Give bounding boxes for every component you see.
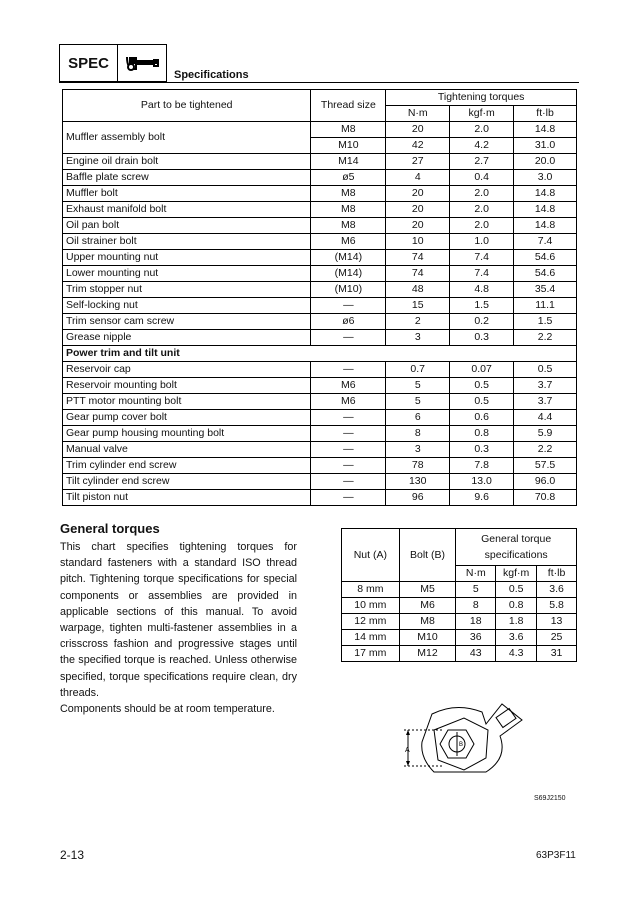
torque-ftlb: 14.8 [514,202,577,218]
torque-ftlb: 4.4 [514,410,577,426]
torque-ftlb: 2.2 [514,330,577,346]
part-name: Exhaust manifold bolt [63,202,311,218]
table-row [63,410,577,426]
table-row [63,170,577,186]
part-name: Trim stopper nut [63,282,311,298]
torque-nm: 5 [456,582,496,598]
torque-ftlb: 14.8 [514,218,577,234]
torque-ftlb: 3.7 [514,394,577,410]
document-code: 63P3F11 [536,850,576,861]
torque-kgfm: 3.6 [496,630,537,646]
torque-nm: 74 [386,266,450,282]
part-name: Gear pump cover bolt [63,410,311,426]
table-row [63,250,577,266]
torque-nm: 0.7 [386,362,450,378]
torque-ftlb: 25 [537,630,577,646]
torque-ftlb: 3.7 [514,378,577,394]
part-name: Engine oil drain bolt [63,154,311,170]
torque-ftlb: 3.6 [537,582,577,598]
unit-nm: N·m [456,566,496,582]
header-rule [59,82,579,83]
group-row [63,346,577,362]
thread-size: M14 [311,154,386,170]
thread-size: M10 [311,138,386,154]
thread-size: — [311,426,386,442]
table-row [63,234,577,250]
torque-nm: 42 [386,138,450,154]
bolt-size: M8 [399,614,456,630]
thread-size: M8 [311,186,386,202]
thread-size: — [311,490,386,506]
part-name: Reservoir mounting bolt [63,378,311,394]
torque-kgfm: 2.7 [450,154,514,170]
torque-kgfm: 4.2 [450,138,514,154]
thread-size: M6 [311,394,386,410]
part-name: Tilt piston nut [63,490,311,506]
torque-kgfm: 0.2 [450,314,514,330]
nut-size: 8 mm [342,582,400,598]
torque-nm: 3 [386,442,450,458]
page-number: 2-13 [60,848,85,862]
torque-ftlb: 57.5 [514,458,577,474]
torque-ftlb: 1.5 [514,314,577,330]
thread-size: (M14) [311,250,386,266]
part-name: PTT motor mounting bolt [63,394,311,410]
unit-ftlb: ft·lb [514,106,577,122]
table-row [63,362,577,378]
torque-ftlb: 13 [537,614,577,630]
torque-nm: 8 [456,598,496,614]
thread-size: — [311,410,386,426]
torque-kgfm: 0.5 [450,378,514,394]
torque-ftlb: 3.0 [514,170,577,186]
general-torques-title: General torques [60,521,160,536]
general-torques-note: Components should be at room temperature. [60,703,275,716]
torque-nm: 5 [386,378,450,394]
torque-kgfm: 7.8 [450,458,514,474]
general-torques-text [60,539,297,717]
figure-code: S69J2150 [534,795,566,802]
unit-kgfm: kgf·m [450,106,514,122]
torque-kgfm: 2.0 [450,218,514,234]
torque-ftlb: 11.1 [514,298,577,314]
torque-nm: 20 [386,122,450,138]
torque-kgfm: 1.0 [450,234,514,250]
torque-nm: 36 [456,630,496,646]
torque-ftlb: 70.8 [514,490,577,506]
torque-ftlb: 2.2 [514,442,577,458]
thread-size: M8 [311,218,386,234]
torque-ftlb: 54.6 [514,266,577,282]
torque-wrench-icon [124,54,162,74]
torque-ftlb: 14.8 [514,122,577,138]
unit-kgfm: kgf·m [496,566,537,582]
wrench-outline [422,704,522,772]
section-title: Specifications [174,69,249,81]
torque-kgfm: 7.4 [450,250,514,266]
wrench-slot [496,708,516,727]
table-row [63,218,577,234]
table-row [342,582,577,598]
bolt-size: M10 [399,630,456,646]
thread-size: ø5 [311,170,386,186]
thread-size: — [311,474,386,490]
torque-ftlb: 5.9 [514,426,577,442]
thread-size: (M10) [311,282,386,298]
thread-size: M6 [311,234,386,250]
torque-kgfm: 0.3 [450,330,514,346]
torque-nm: 20 [386,186,450,202]
bolt-size: M6 [399,598,456,614]
torque-kgfm: 2.0 [450,202,514,218]
nut-size: 14 mm [342,630,400,646]
thread-size: — [311,362,386,378]
table-row [63,314,577,330]
torque-nm: 130 [386,474,450,490]
col-bolt-header: Bolt (B) [399,529,456,582]
torque-nm: 6 [386,410,450,426]
part-name: Muffler bolt [63,186,311,202]
part-name: Trim cylinder end screw [63,458,311,474]
wrench-box [117,44,167,82]
bolt-size: M12 [399,646,456,662]
general-torque-table [341,528,577,662]
torque-ftlb: 7.4 [514,234,577,250]
thread-size: — [311,442,386,458]
torque-kgfm: 0.07 [450,362,514,378]
table-row [342,630,577,646]
torque-kgfm: 13.0 [450,474,514,490]
table-row [63,186,577,202]
spec-label: SPEC [59,44,117,82]
torque-ftlb: 0.5 [514,362,577,378]
col-thread-header: Thread size [311,90,386,122]
torque-kgfm: 0.5 [496,582,537,598]
nut-bolt-diagram [398,700,530,780]
part-name: Gear pump housing mounting bolt [63,426,311,442]
general-torques-paragraph: This chart specifies tightening torques for standard fasteners with a standard ISO thread pitch. Tightening torque specifications for special components or assemblies are provided in applicable sections of this manual. To avoid warpage, tighten multi-fastener assemblies in a crisscross fashion and progressive stages until the specified torque is reached. Unless otherwise specified, torque specifications require clean, dry threads. [60,541,297,699]
part-name: Manual valve [63,442,311,458]
nut-size: 17 mm [342,646,400,662]
part-name: Baffle plate screw [63,170,311,186]
thread-size: ø6 [311,314,386,330]
table-row [63,490,577,506]
table-row [342,646,577,662]
thread-size: — [311,330,386,346]
torque-nm: 5 [386,394,450,410]
torque-kgfm: 0.8 [496,598,537,614]
unit-nm: N·m [386,106,450,122]
thread-size: — [311,298,386,314]
table-row [63,442,577,458]
part-name: Upper mounting nut [63,250,311,266]
torque-nm: 43 [456,646,496,662]
torque-nm: 48 [386,282,450,298]
torque-ftlb: 96.0 [514,474,577,490]
torque-nm: 74 [386,250,450,266]
label-b: B [459,742,464,748]
label-a: A [405,747,410,754]
col-part-header: Part to be tightened [63,90,311,122]
table-row [63,474,577,490]
thread-size: M8 [311,202,386,218]
torque-ftlb: 31 [537,646,577,662]
torque-kgfm: 9.6 [450,490,514,506]
thread-size: M8 [311,122,386,138]
torque-nm: 20 [386,202,450,218]
torque-ftlb: 31.0 [514,138,577,154]
part-name: Trim sensor cam screw [63,314,311,330]
torque-ftlb: 20.0 [514,154,577,170]
col-torques-header: Tightening torques [386,90,577,106]
torque-ftlb: 14.8 [514,186,577,202]
part-name: Oil strainer bolt [63,234,311,250]
table-row [63,394,577,410]
part-name: Tilt cylinder end screw [63,474,311,490]
table-row [63,298,577,314]
part-name: Oil pan bolt [63,218,311,234]
torque-kgfm: 0.8 [450,426,514,442]
thread-size: — [311,458,386,474]
table-row [63,426,577,442]
thread-size: (M14) [311,266,386,282]
table-row [63,282,577,298]
torque-kgfm: 1.5 [450,298,514,314]
nut-size: 10 mm [342,598,400,614]
torque-kgfm: 0.5 [450,394,514,410]
torque-nm: 20 [386,218,450,234]
torque-kgfm: 0.4 [450,170,514,186]
torque-nm: 10 [386,234,450,250]
col-nut-header: Nut (A) [342,529,400,582]
part-name: Grease nipple [63,330,311,346]
torque-nm: 27 [386,154,450,170]
table-row [63,330,577,346]
torque-nm: 2 [386,314,450,330]
tightening-torques-table [62,89,577,506]
table-row [342,614,577,630]
nut-size: 12 mm [342,614,400,630]
table-row [63,266,577,282]
torque-nm: 96 [386,490,450,506]
torque-nm: 4 [386,170,450,186]
torque-kgfm: 2.0 [450,122,514,138]
torque-kgfm: 7.4 [450,266,514,282]
torque-ftlb: 35.4 [514,282,577,298]
group-label: Power trim and tilt unit [63,346,577,362]
table-row [63,122,577,138]
col-spec-header: General torque specifications [456,529,577,566]
torque-nm: 8 [386,426,450,442]
part-name: Muffler assembly bolt [63,122,311,154]
table-row [63,202,577,218]
bolt-size: M5 [399,582,456,598]
table-row [63,154,577,170]
thread-size: M6 [311,378,386,394]
part-name: Reservoir cap [63,362,311,378]
torque-kgfm: 0.6 [450,410,514,426]
torque-kgfm: 2.0 [450,186,514,202]
unit-ftlb: ft·lb [537,566,577,582]
table-row [63,378,577,394]
torque-nm: 18 [456,614,496,630]
torque-kgfm: 0.3 [450,442,514,458]
torque-kgfm: 4.3 [496,646,537,662]
torque-kgfm: 4.8 [450,282,514,298]
torque-ftlb: 54.6 [514,250,577,266]
torque-ftlb: 5.8 [537,598,577,614]
torque-nm: 3 [386,330,450,346]
torque-nm: 78 [386,458,450,474]
torque-nm: 15 [386,298,450,314]
table-row [63,458,577,474]
part-name: Lower mounting nut [63,266,311,282]
table-row [342,598,577,614]
part-name: Self-locking nut [63,298,311,314]
torque-kgfm: 1.8 [496,614,537,630]
